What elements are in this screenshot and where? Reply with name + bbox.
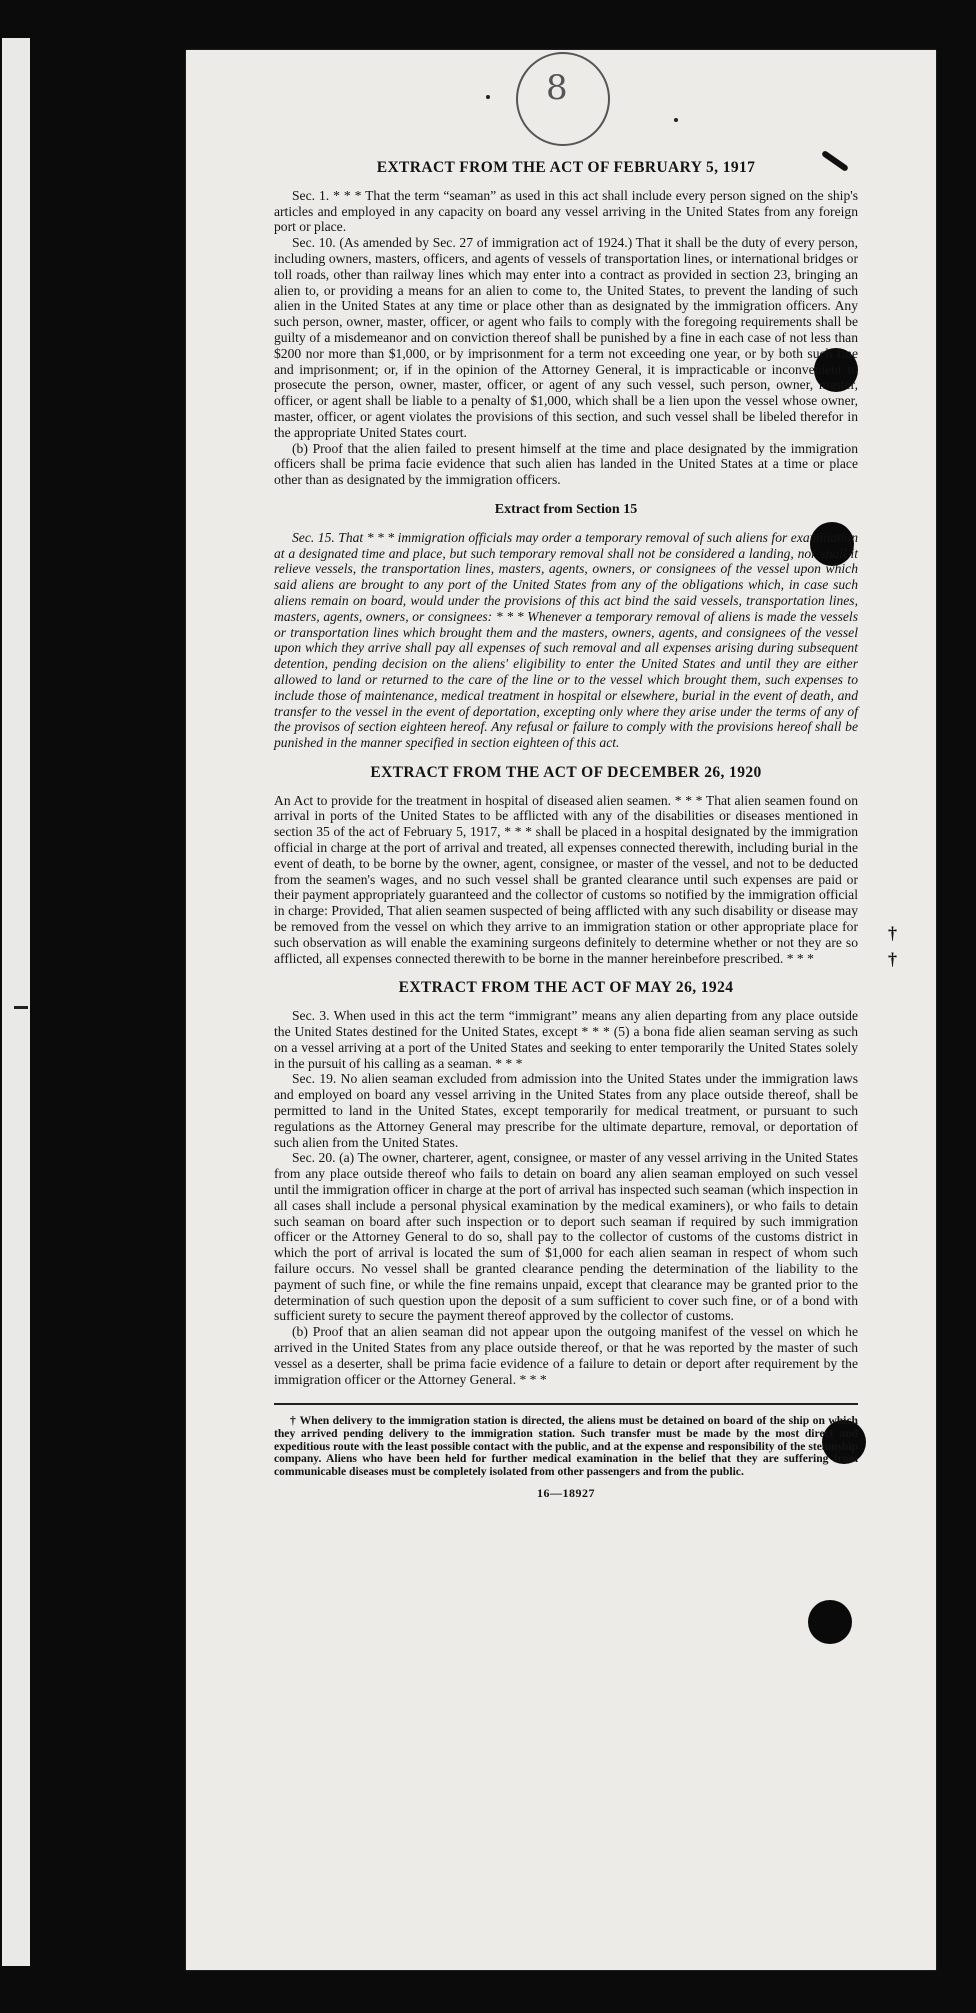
- document-page: [186, 50, 936, 1970]
- paragraph: (b) Proof that an alien seaman did not appear upon the outgoing manifest of the vessel on which he arrived in the United States from any place outside thereof, or that he was reported by the master of such vessel as a deserter, shall be prima facie evidence of a failure to detain or deport after requirement by the immigration officer or the Attorney General. * * *: [274, 1324, 858, 1387]
- paragraph: (b) Proof that the alien failed to present himself at the time and place designated by the immigration officers shall be prima facie evidence that such alien has landed in the United States at a time or place other than as designated by the immigration officers.: [274, 440, 858, 488]
- paragraph: Sec. 19. No alien seaman excluded from admission into the United States under the immigration laws and employed on board any vessel arriving in the United States from any place outside thereof, shall be permitted to land in the United States, except temporarily for medical treatment, or pursuant to such regulations as the Attorney General may prescribe for the ultimate departure, removal, or deportation of such alien from the United States.: [274, 1071, 858, 1150]
- speck: [674, 118, 678, 122]
- paragraph: Sec. 10. (As amended by Sec. 27 of immigration act of 1924.) That it shall be the duty of every person, including owners, masters, officers, and agents of vessels of transportation lines, or international bridges or toll roads, other than railway lines which may enter into a contract as provided in section 23, bringing an alien to, or providing a means for an alien to come to, the United States, to prevent the landing of such alien in the United States at any time or place other than as designated by the immigration officers. Any such person, owner, master, officer, or agent who fails to comply with the foregoing requirements shall be guilty of a misdemeanor and on conviction thereof shall be punished by a fine in each case of not less than $200 nor more than $1,000, or by imprisonment for a term not exceeding one year, or by both such fine and imprisonment; or, if in the opinion of the Attorney General, it is impracticable or inconvenient to prosecute the person, owner, master, officer, or agent of any such vessel, such person, owner, master, officer, or agent shall be liable to a penalty of $1,000, which shall be a lien upon the vessel whose owner, master, officer, or agent violates the provisions of this section, and such vessel shall be libeled therefor in the appropriate United States court.: [274, 235, 858, 440]
- section-subheading: Extract from Section 15: [494, 501, 638, 517]
- form-number: 16—18927: [537, 1486, 595, 1501]
- paragraph: Sec. 1. * * * That the term “seaman” as used in this act shall include every person signed on the ship's articles and employed in any capacity on board any vessel arriving in the United States from any foreign port or place.: [274, 187, 858, 235]
- handwritten-page-number: 8: [546, 68, 568, 108]
- section-heading: EXTRACT FROM THE ACT OF DECEMBER 26, 1920: [370, 763, 762, 781]
- section-heading: EXTRACT FROM THE ACT OF FEBRUARY 5, 1917: [376, 159, 756, 176]
- margin-mark: †: [888, 923, 897, 943]
- paragraph: Sec. 15. That * * * immigration officials may order a temporary removal of such aliens for examination at a designated time and place, but such temporary removal shall not be considered a landing, nor shall it relieve vessels, the transportation lines, masters, agents, owners, or consignees of the vessel upon which said aliens are brought to any port of the United States from any of the obligations which, in case such aliens remain on board, would under the provisions of this act bind the said vessels, transportation lines, masters, agents, owners, or consignees: * * * Whenever a temporary removal of aliens is made the vessels or transportation lines which brought them and the masters, owners, agents, and consignees of the vessel upon which they arrive shall pay all expenses of such removal and all expenses arising during subsequent detention, pending decision on the aliens' eligibility to enter the United States and until they are either allowed to land or returned to the care of the line or to the vessel which brought them, such expenses to include those of maintenance, medical treatment in hospital or elsewhere, burial in the event of death, and transfer to the vessel in the event of deportation, excepting only where they arise under the terms of any of the provisos of section eighteen hereof. Any refusal or failure to comply with the provisions hereof shall be punished in the manner specified in section eighteen of this act.: [274, 529, 858, 751]
- punch-hole: [808, 1600, 852, 1644]
- paragraph: Sec. 3. When used in this act the term “immigrant” means any alien departing from any place outside the United States destined for the United States, except * * * (5) a bona fide alien seaman serving as such on a vessel arriving at a port of the United States and seeking to enter temporarily the United States solely in the pursuit of his calling as a seaman. * * *: [274, 1008, 858, 1071]
- section-heading: EXTRACT FROM THE ACT OF MAY 26, 1924: [398, 979, 734, 997]
- footnote-divider: [274, 1403, 858, 1405]
- paragraph: Sec. 20. (a) The owner, charterer, agent, consignee, or master of any vessel arriving in the United States from any place outside thereof who fails to detain on board any alien seaman employed on such vessel until the immigration officer in charge at the port of arrival has inspected such seaman (which inspection in all cases shall include a personal physical examination by the medical examiners), or who fails to detain such seaman on board after such inspection or to deport such seaman if required by such immigration officer or the Attorney General to do so, shall pay to the collector of customs of the customs district in which the port of arrival is located the sum of $1,000 for each alien seaman in respect of whom such failure occurs. No vessel shall be granted clearance pending the determination of the liability to the payment of such fine, or while the fine remains unpaid, except that clearance may be granted prior to the determination of such question upon the deposit of a sum sufficient to cover such fine, or of a bond with sufficient surety to secure the payment thereof approved by the collector of customs.: [274, 1150, 858, 1324]
- margin-mark: †: [888, 949, 897, 969]
- edge-mark: [14, 1006, 28, 1009]
- adjacent-page-edge: [2, 38, 30, 1966]
- paragraph: An Act to provide for the treatment in hospital of diseased alien seamen. * * * That alien seamen found on arrival in ports of the United States to be afflicted with any of the disabilities or diseases mentioned in section 35 of the act of February 5, 1917, * * * shall be placed in a hospital designated by the immigration official in charge at the port of arrival and treated, all expenses connected therewith, including burial in the event of death, to be borne by the owner, agent, consignee, or master of the vessel, and not to be deducted from the seamen's wages, and no such vessel shall be granted clearance until such expenses are paid or their payment appropriately guaranteed and the collector of customs so notified by the immigration official in charge: Provided, That alien seamen suspected of being afflicted with any such disability or disease may be removed from the vessel on which they arrive to an immigration station or other appropriate place for such observation as will enable the examining surgeons definitely to determine whether or not they are so afflicted, all expenses connected therewith to be borne in the manner hereinbefore prescribed. * * *: [274, 792, 858, 966]
- speck: [486, 95, 490, 99]
- margin-marks: [888, 920, 897, 972]
- document-body: [274, 160, 858, 1502]
- footnote: † When delivery to the immigration station is directed, the aliens must be detained on board of the ship on which they arrived pending delivery to the immigration station. Such transfer must be made by the most direct and expeditious route with the least possible contact with the public, and at the expense and responsibility of the steamship company. Aliens who have been held for further medical examination in the belief that they are suffering from communicable diseases must be completely isolated from other passengers and from the public.: [274, 1414, 858, 1478]
